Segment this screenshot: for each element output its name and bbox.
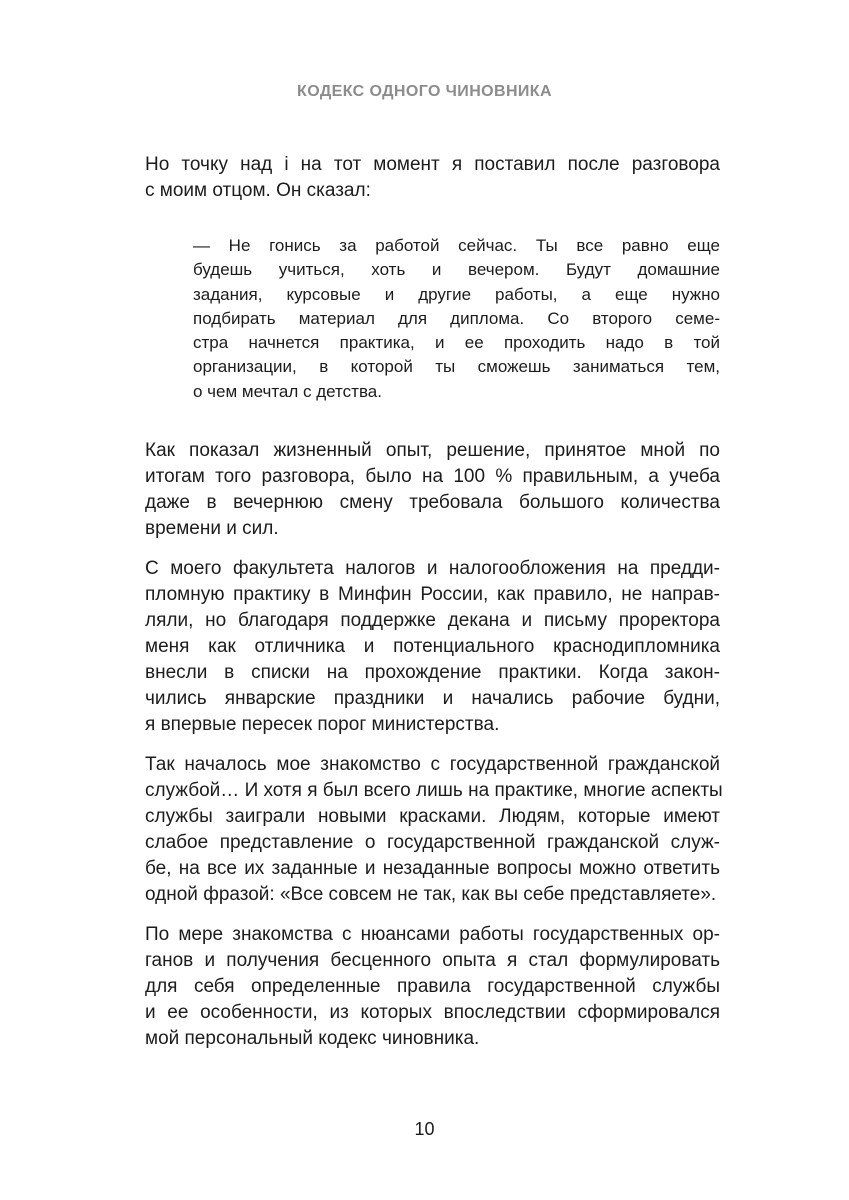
text-line: пломную практику в Минфин России, как правило, не направ- (145, 584, 720, 606)
text-line: меня как отличника и потенциального краснодипломника (145, 636, 720, 658)
text-line: По мере знакомства с нюансами работы государственных ор- (145, 924, 720, 946)
quote-line: организации, в которой ты сможешь заниматься тем, (193, 357, 720, 377)
text-line: времени и сил. (145, 518, 279, 540)
quote-line: подбирать материал для диплома. Со второго семе- (193, 308, 720, 328)
text-line: чились январские праздники и начались рабочие будни, (145, 688, 720, 710)
text-line: бе, на все их заданные и незаданные вопросы можно ответить (145, 858, 720, 880)
text-line: я впервые пересек порог министерства. (145, 714, 500, 736)
text-line: слабое представление о государственной гражданской служ- (145, 832, 720, 854)
father-quote (193, 234, 720, 404)
paragraph-experience (145, 438, 720, 542)
paragraph-practice (145, 556, 720, 738)
page-number: 10 (414, 1119, 435, 1139)
text-line: Как показал жизненный опыт, решение, принятое мной по (145, 440, 720, 462)
text-line: для себя определенные правила государственной службы (145, 976, 720, 998)
text-line: итогам того разговора, было на 100 % правильным, а учеба (145, 466, 720, 488)
text-line: ганов и получения бесценного опыта я стал формулировать (145, 950, 720, 972)
quote-line: — Не гонись за работой сейчас. Ты все равно еще (193, 236, 720, 255)
running-header: КОДЕКС ОДНОГО ЧИНОВНИКА (297, 83, 552, 100)
text-line: даже в вечернюю смену требовала большого количества (145, 492, 720, 514)
paragraph-acquaintance (145, 752, 723, 908)
paragraph-intro (145, 152, 720, 204)
text-line: ляли, но благодаря поддержке декана и письму проректора (145, 610, 720, 632)
text-line: службой… И хотя я был всего лишь на практике, многие аспекты (145, 780, 723, 802)
quote-line: будешь учиться, хоть и вечером. Будут домашние (193, 260, 720, 280)
quote-line: стра начнется практика, и ее проходить надо в той (193, 333, 720, 353)
quote-line: задания, курсовые и другие работы, а еще нужно (193, 284, 720, 304)
text-line: службы заиграли новыми красками. Людям, которые имеют (145, 806, 720, 828)
text-line: С моего факультета налогов и налогообложения на предди- (145, 558, 720, 580)
text-line: Но точку над i на тот момент я поставил после разговора (145, 154, 720, 175)
text-line: с моим отцом. Он сказал: (145, 180, 371, 201)
text-line: внесли в списки на прохождение практики. Когда закон- (145, 662, 720, 684)
text-line: одной фразой: «Все совсем не так, как вы себе представляете». (145, 884, 717, 906)
page-body (145, 152, 723, 1066)
text-line: Так началось мое знакомство с государственной гражданской (145, 754, 720, 776)
text-line: и ее особенности, из которых впоследствии сформировался (145, 1002, 720, 1024)
paragraph-codex (145, 922, 720, 1052)
text-line: мой персональный кодекс чиновника. (145, 1028, 480, 1050)
quote-line: о чем мечтал с детства. (193, 381, 382, 401)
